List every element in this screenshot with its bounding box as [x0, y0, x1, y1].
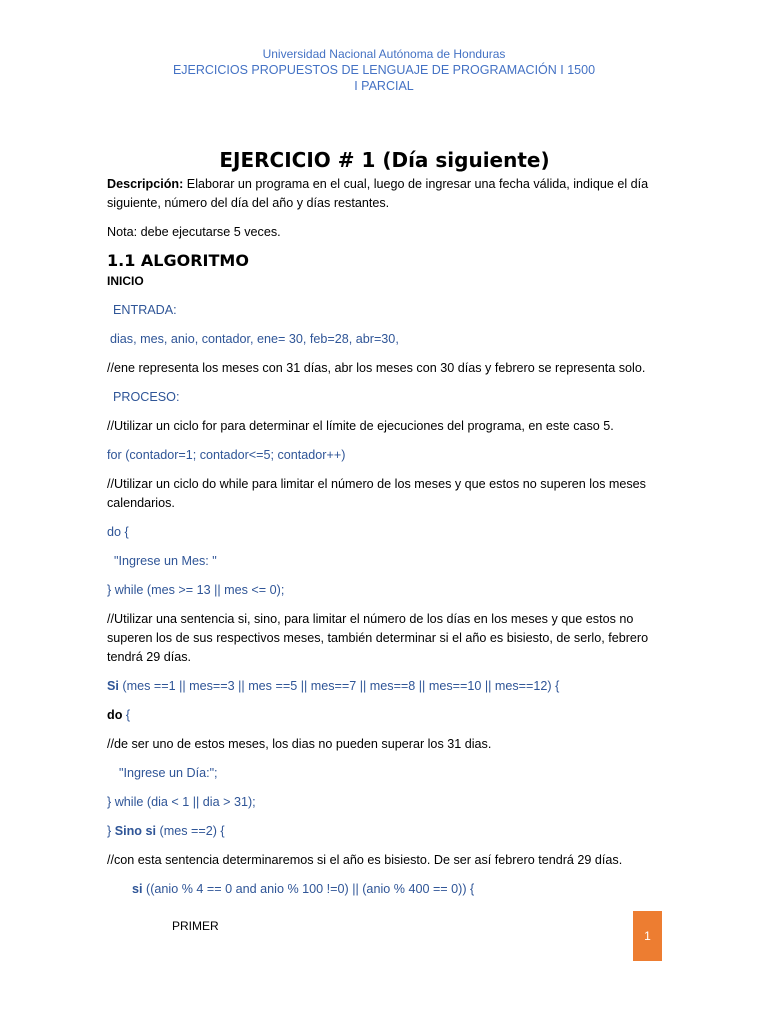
header-university: Universidad Nacional Autónoma de Honduras	[262, 47, 506, 61]
code-sino-pre: }	[107, 824, 115, 838]
algo-inicio: INICIO	[107, 274, 144, 288]
document-body	[107, 146, 662, 899]
keyword-do: do	[107, 708, 123, 722]
description-label: Descripción:	[107, 177, 184, 191]
comment-si: //Utilizar una sentencia si, sino, para limitar el número de los días en los meses y que estos no superen los de sus respectivos meses, también determinar si el año es bisiesto, de serlo, febrero tendrá 29 días.	[107, 612, 649, 664]
code-sino	[107, 822, 662, 841]
keyword-si: Si	[107, 679, 119, 693]
page-number: 1	[644, 929, 651, 943]
code-do2	[107, 706, 662, 725]
code-for: for (contador=1; contador<=5; contador++)	[107, 448, 346, 462]
header-partial: I PARCIAL	[354, 79, 414, 93]
keyword-sino-si: Sino si	[114, 824, 157, 838]
exercise-title: EJERCICIO # 1 (Día siguiente)	[219, 148, 550, 172]
code-si2	[107, 880, 662, 899]
code-ingrese-dia: "Ingrese un Día:";	[119, 766, 218, 780]
section-heading: 1.1 ALGORITMO	[107, 251, 249, 270]
algo-entrada: ENTRADA:	[113, 303, 177, 317]
code-ingrese-mes: "Ingrese un Mes: "	[114, 554, 217, 568]
code-si2-cond: ((anio % 4 == 0 and anio % 100 !=0) || (anio % 400 == 0)) {	[142, 882, 475, 896]
code-si	[107, 677, 662, 696]
page-number-box	[633, 911, 662, 961]
comment-vars: //ene representa los meses con 31 días, abr los meses con 30 días y febrero se representa solo.	[107, 361, 646, 375]
footer-text: PRIMER	[172, 919, 219, 933]
algo-proceso: PROCESO:	[113, 390, 180, 404]
code-si-cond: (mes ==1 || mes==3 || mes ==5 || mes==7 || mes==8 || mes==10 || mes==12) {	[118, 679, 560, 693]
page-header	[0, 46, 768, 94]
code-sino-cond: (mes ==2) {	[156, 824, 225, 838]
header-course: EJERCICIOS PROPUESTOS DE LENGUAJE DE PROGRAMACIÓN I 1500	[172, 63, 596, 77]
algo-vars: dias, mes, anio, contador, ene= 30, feb=28, abr=30,	[110, 332, 399, 346]
code-do-open: do {	[107, 525, 129, 539]
comment-dowhile: //Utilizar un ciclo do while para limitar el número de los meses y que estos no superen los meses calendarios.	[107, 477, 646, 510]
comment-31: //de ser uno de estos meses, los dias no pueden superar los 31 dias.	[107, 737, 492, 751]
code-while-mes: } while (mes >= 13 || mes <= 0);	[107, 583, 285, 597]
description	[107, 175, 662, 213]
comment-for: //Utilizar un ciclo for para determinar el límite de ejecuciones del programa, en este caso 5.	[107, 419, 614, 433]
keyword-si2: si	[132, 882, 143, 896]
code-while-dia: } while (dia < 1 || dia > 31);	[107, 795, 256, 809]
note: Nota: debe ejecutarse 5 veces.	[107, 225, 281, 239]
comment-bisiesto: //con esta sentencia determinaremos si el año es bisiesto. De ser así febrero tendrá 29 días.	[107, 853, 623, 867]
description-text: Elaborar un programa en el cual, luego de ingresar una fecha válida, indique el día siguiente, número del día del año y días restantes.	[107, 177, 649, 210]
code-do2-rest: {	[122, 708, 131, 722]
